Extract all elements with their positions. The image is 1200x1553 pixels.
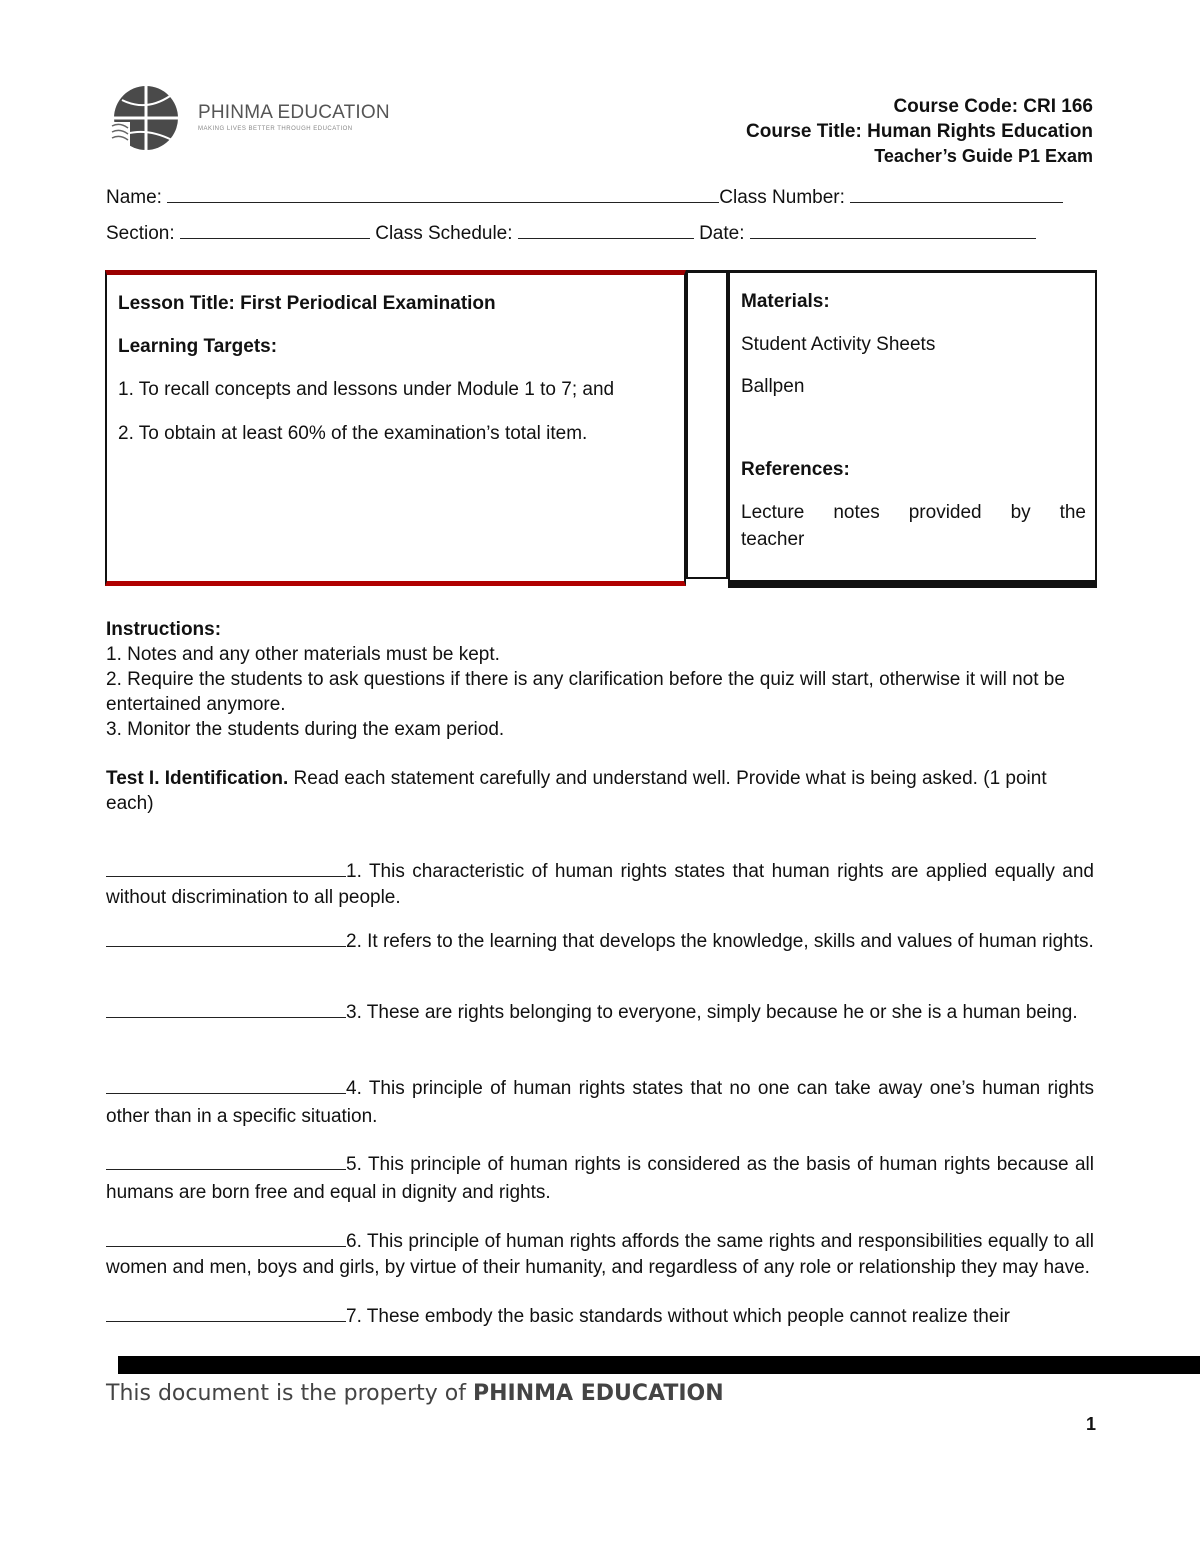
material-item-2: Ballpen [741, 376, 805, 397]
question-item-3 [106, 998, 1094, 1028]
materials-heading: Materials: [741, 291, 830, 312]
lesson-title: Lesson Title: First Periodical Examination [118, 293, 496, 314]
question-item-2 [106, 928, 1094, 955]
lesson-box [105, 270, 686, 586]
answer-blank[interactable] [106, 999, 346, 1018]
footer-brand: PHINMA EDUCATION [472, 1381, 724, 1406]
question-item-6 [106, 1228, 1094, 1281]
section-blank[interactable] [180, 220, 370, 239]
name-blank[interactable] [167, 184, 719, 203]
question-text: 5. This principle of human rights is considered as the basis of human rights because all humans are born free and equal in dignity and rights. [106, 1154, 1094, 1203]
name-label: Name: [106, 187, 162, 208]
instruction-1: 1. Notes and any other materials must be kept. [106, 644, 500, 665]
instructions-heading: Instructions: [106, 619, 222, 640]
class-number-label: Class Number: [719, 187, 845, 208]
date-blank[interactable] [750, 220, 1036, 239]
question-text: 6. This principle of human rights affords the same rights and responsibilities equally to all women and men, boys and girls, by virtue of their humanity, and regardless of any role or relationship they may have. [106, 1231, 1094, 1278]
question-text: 2. It refers to the learning that develops the knowledge, skills and values of human rights. [346, 931, 1094, 952]
class-schedule-label: Class Schedule: [375, 223, 513, 244]
date-label: Date: [699, 223, 745, 244]
name-field [106, 184, 1063, 209]
logo-tagline: MAKING LIVES BETTER THROUGH EDUCATION [198, 126, 353, 132]
guide-title: Teacher’s Guide P1 Exam [874, 146, 1093, 166]
section-field [106, 220, 1036, 245]
question-item-4 [106, 1075, 1094, 1131]
answer-blank[interactable] [106, 1075, 346, 1094]
box-divider [686, 270, 728, 579]
answer-blank[interactable] [106, 928, 346, 947]
course-title: Course Title: Human Rights Education [746, 121, 1093, 142]
learning-target-1: 1. To recall concepts and lessons under Module 1 to 7; and [118, 379, 615, 400]
instruction-2: 2. Require the students to ask questions if there is any clarification before the quiz will start, otherwise it will not be entertained anymore. [106, 669, 1065, 715]
test-intro [106, 766, 1094, 816]
test-heading: Test I. Identification. [106, 768, 289, 789]
answer-blank[interactable] [106, 1303, 346, 1322]
question-text: 3. These are rights belonging to everyone, simply because he or she is a human being. [346, 1002, 1078, 1023]
material-item-1: Student Activity Sheets [741, 334, 936, 355]
question-item-1 [106, 858, 1094, 911]
references-line-1: Lecture notes provided by the [741, 502, 1086, 523]
question-text: 4. This principle of human rights states that no one can take away one’s human rights other than in a specific situation. [106, 1078, 1094, 1127]
page-number: 1 [1085, 1414, 1096, 1434]
course-code: Course Code: CRI 166 [893, 96, 1093, 117]
instructions [106, 617, 1094, 742]
test-description: Read each statement carefully and understand well. Provide what is being asked. (1 point each) [106, 768, 1047, 814]
learning-target-2: 2. To obtain at least 60% of the examination’s total item. [118, 423, 588, 444]
question-item-7 [106, 1303, 1094, 1330]
question-item-5 [106, 1151, 1094, 1207]
learning-targets-heading: Learning Targets: [118, 336, 278, 357]
references-heading: References: [741, 459, 850, 480]
logo-name: PHINMA EDUCATION [198, 102, 390, 123]
answer-blank[interactable] [106, 1228, 346, 1247]
phinma-logo-icon [108, 82, 198, 154]
question-text: 1. This characteristic of human rights states that human rights are applied equally and without discrimination to all people. [106, 861, 1094, 908]
references-line-2: teacher [741, 529, 805, 550]
footer-bar [118, 1356, 1200, 1374]
footer-text [106, 1381, 724, 1406]
instruction-3: 3. Monitor the students during the exam period. [106, 719, 505, 740]
materials-box [728, 270, 1097, 588]
class-number-blank[interactable] [850, 184, 1063, 203]
section-label: Section: [106, 223, 175, 244]
footer-prefix: This document is the property of [106, 1381, 473, 1406]
answer-blank[interactable] [106, 1151, 346, 1170]
class-schedule-blank[interactable] [518, 220, 694, 239]
question-text: 7. These embody the basic standards without which people cannot realize their [346, 1306, 1010, 1327]
answer-blank[interactable] [106, 858, 346, 877]
